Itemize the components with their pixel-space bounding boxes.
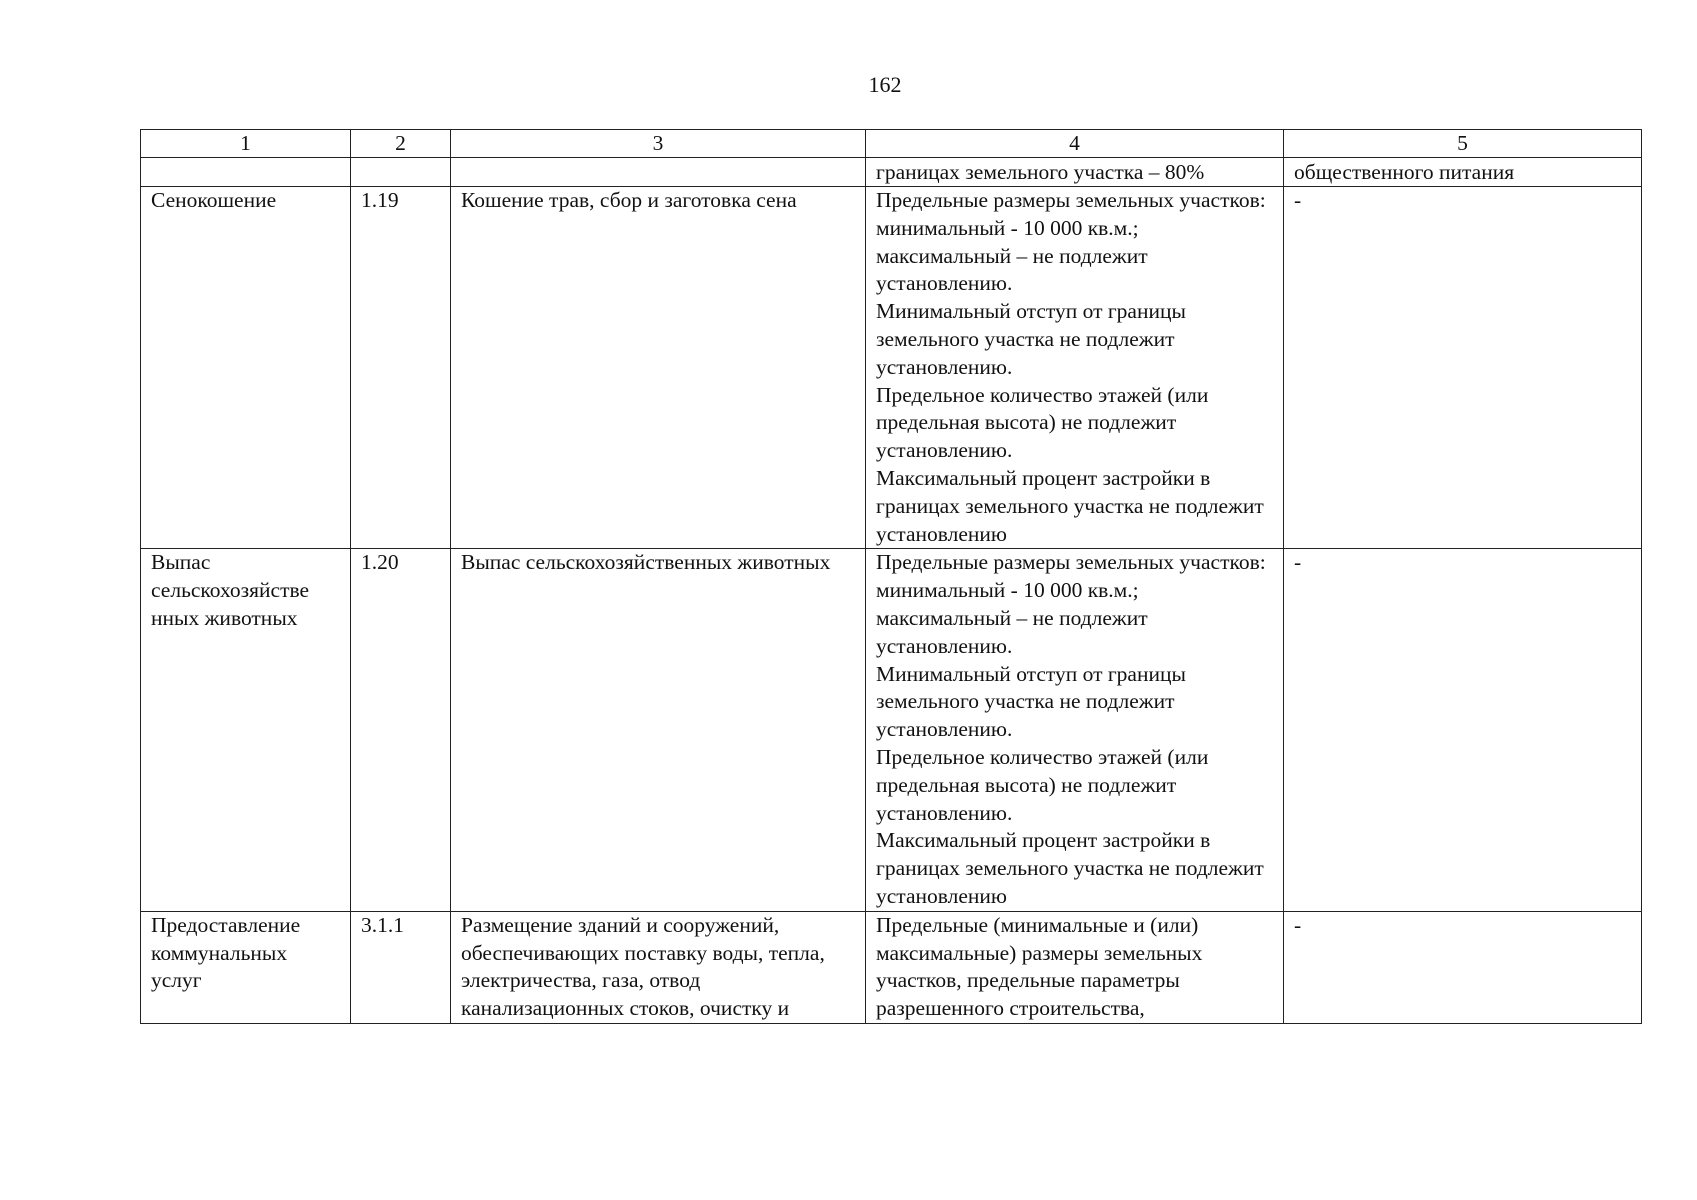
parameter-line: Предельное количество этажей (или предельная высота) не подлежит установлению. — [876, 382, 1209, 463]
column-header-3: 3 — [451, 130, 866, 158]
use-type-parameters — [866, 911, 1284, 1023]
use-type-description: Размещение зданий и сооружений, обеспечивающих поставку воды, тепла, электричества, газа, отвод канализационных стоков, очистку и — [451, 911, 866, 1023]
table-row — [141, 549, 1642, 911]
use-type-code: 1.20 — [351, 549, 451, 911]
use-type-parameters — [866, 187, 1284, 549]
use-type-name: Сенокошение — [141, 187, 351, 549]
continuation-cell-3 — [451, 158, 866, 187]
land-use-table — [140, 129, 1642, 1024]
use-type-extra: - — [1284, 187, 1642, 549]
parameter-line: минимальный - 10 000 кв.м.; — [876, 215, 1139, 240]
use-type-extra: - — [1284, 549, 1642, 911]
use-type-parameters — [866, 549, 1284, 911]
continuation-row — [141, 158, 1642, 187]
parameter-line: Предельные размеры земельных участков: — [876, 550, 1266, 575]
continuation-cell-5: общественного питания — [1284, 158, 1642, 187]
use-type-code: 1.19 — [351, 187, 451, 549]
column-number-header — [141, 130, 1642, 158]
column-header-2: 2 — [351, 130, 451, 158]
parameter-line: Предельные размеры земельных участков: — [876, 188, 1266, 212]
continuation-cell-1 — [141, 158, 351, 187]
parameter-line: минимальный - 10 000 кв.м.; — [876, 578, 1139, 603]
continuation-cell-2 — [351, 158, 451, 187]
column-header-5: 5 — [1284, 130, 1642, 158]
continuation-cell-4: границах земельного участка – 80% — [866, 158, 1284, 187]
page-number: 162 — [868, 72, 902, 97]
parameter-line: Максимальный процент застройки в границах земельного участка не подлежит установлению — [876, 828, 1264, 908]
parameter-line: Минимальный отступ от границы земельного участка не подлежит установлению. — [876, 661, 1186, 742]
parameter-line: Максимальный процент застройки в границах земельного участка не подлежит установлению — [876, 465, 1264, 546]
use-type-description: Кошение трав, сбор и заготовка сена — [451, 187, 866, 549]
use-type-name: Предоставление коммунальных услуг — [141, 911, 351, 1023]
use-type-extra: - — [1284, 911, 1642, 1023]
parameter-line: максимальный – не подлежит установлению. — [876, 605, 1148, 658]
table-row — [141, 187, 1642, 549]
use-type-description: Выпас сельскохозяйственных животных — [451, 549, 866, 911]
column-header-1: 1 — [141, 130, 351, 158]
use-type-name: Выпас сельскохозяйстве нных животных — [141, 549, 351, 911]
parameter-line: Предельное количество этажей (или предельная высота) не подлежит установлению. — [876, 744, 1209, 825]
table-row — [141, 911, 1642, 1023]
parameter-line: Предельные (минимальные и (или) максимальные) размеры земельных участков, предельные параметры разрешенного строительства, — [876, 912, 1203, 1021]
parameter-line: максимальный – не подлежит установлению. — [876, 243, 1148, 296]
column-header-4: 4 — [866, 130, 1284, 158]
parameter-line: Минимальный отступ от границы земельного участка не подлежит установлению. — [876, 299, 1186, 379]
use-type-code: 3.1.1 — [351, 911, 451, 1023]
